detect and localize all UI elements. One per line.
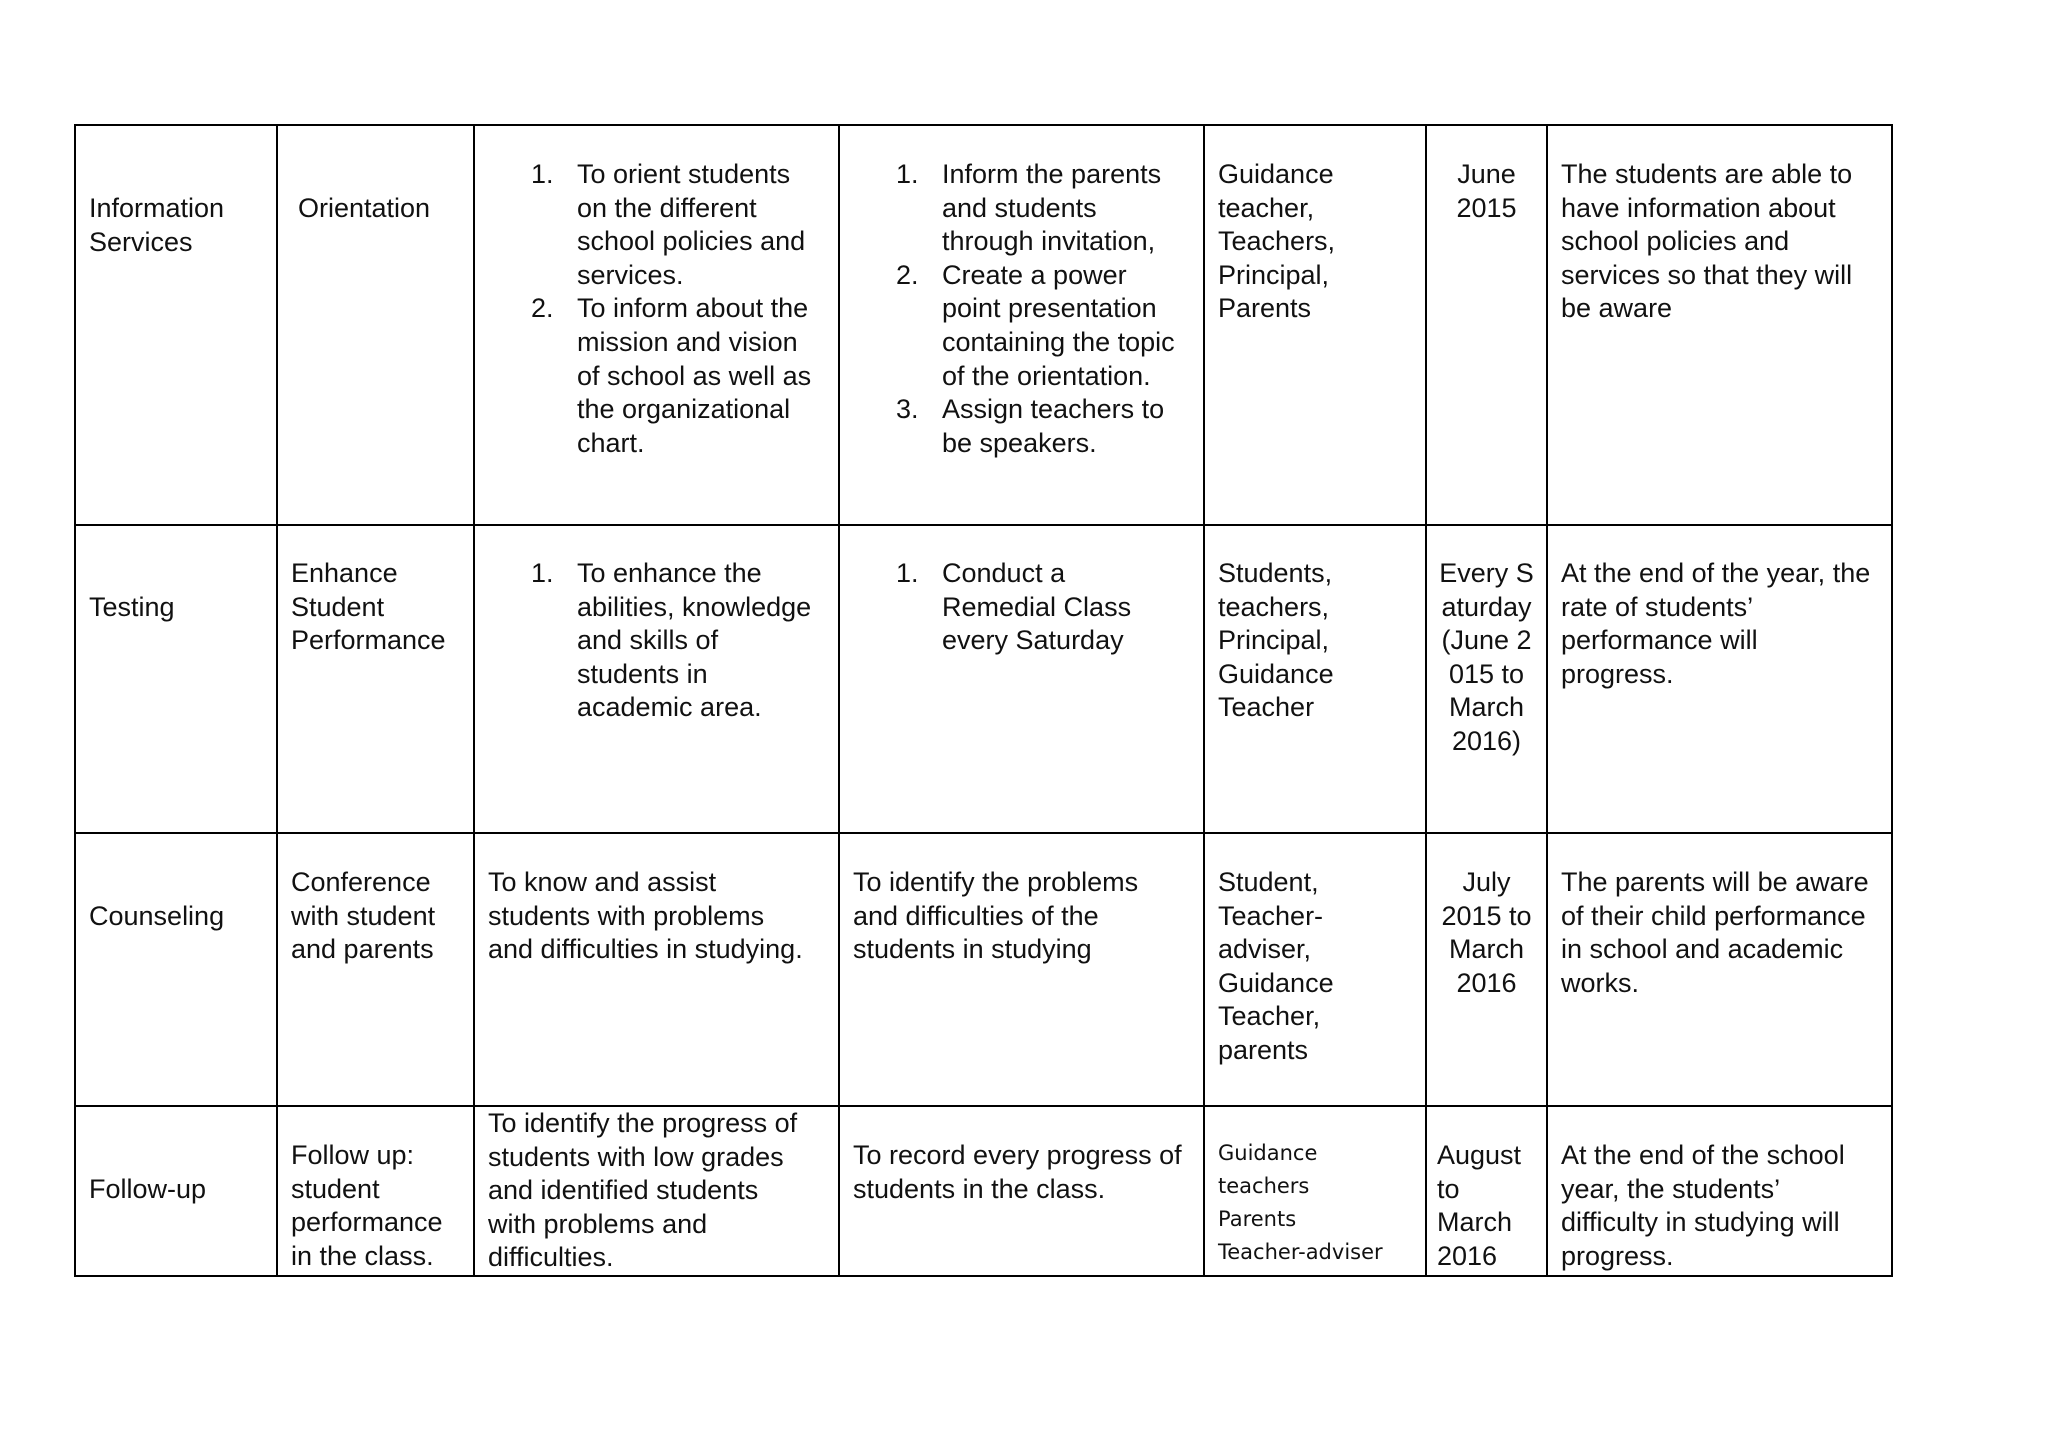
activity-text: Conference with student and parents (291, 867, 436, 965)
time-cell (1426, 525, 1547, 833)
list-item: 1. Inform the parents and students through invitation, (896, 159, 1162, 257)
strategies-cell (839, 125, 1204, 525)
objectives-list (531, 557, 826, 725)
strategies-cell (839, 525, 1204, 833)
activity-cell (277, 125, 474, 525)
objectives-cell (474, 1106, 839, 1276)
table-row (75, 1106, 1892, 1276)
strategies-cell (839, 1106, 1204, 1276)
activity-text: Follow up: student performance in the class. (291, 1140, 443, 1271)
list-item: 3. Assign teachers to be speakers. (896, 394, 1165, 458)
list-item: 1. Conduct a Remedial Class every Saturday (896, 558, 1132, 656)
table-row (75, 525, 1892, 833)
area-cell (75, 833, 277, 1106)
persons-cell (1204, 833, 1426, 1106)
strategies-text: To identify the problems and difficulties of the students in studying (853, 867, 1139, 965)
persons-cell (1204, 125, 1426, 525)
time-cell (1426, 833, 1547, 1106)
time-cell (1426, 1106, 1547, 1276)
objectives-cell (474, 525, 839, 833)
strategies-list (896, 158, 1191, 460)
outcome-cell (1547, 125, 1892, 525)
area-text: Follow-up (89, 1174, 207, 1204)
time-text: July 2015 to March 2016 (1441, 867, 1532, 998)
table-row (75, 833, 1892, 1106)
objectives-cell (474, 833, 839, 1106)
area-text: Testing (89, 592, 175, 622)
outcome-text: The students are able to have information about school policies and services so that they will be aware (1561, 159, 1853, 324)
time-cell (1426, 125, 1547, 525)
persons-text: Students, teachers, Principal, Guidance Teacher (1218, 558, 1334, 723)
outcome-text: The parents will be aware of their child performance in school and academic works. (1561, 867, 1869, 998)
strategies-text: To record every progress of students in the class. (853, 1140, 1182, 1204)
list-item: 2. Create a power point presentation containing the topic of the orientation. (896, 259, 1175, 391)
objectives-text: To know and assist students with problems and difficulties in studying. (488, 867, 803, 965)
objectives-text: To identify the progress of students with low grades and identified students with problems and difficulties. (488, 1108, 798, 1273)
area-text: Counseling (89, 901, 225, 931)
outcome-text: At the end of the school year, the students’ difficulty in studying will progress. (1561, 1140, 1845, 1271)
area-cell (75, 125, 277, 525)
activity-cell (277, 525, 474, 833)
outcome-text: At the end of the year, the rate of students’ performance will progress. (1561, 558, 1871, 689)
activity-text: Orientation (298, 193, 431, 223)
persons-text: Student, Teacher-adviser, Guidance Teacher, parents (1218, 867, 1334, 1065)
time-text: August to March 2016 (1437, 1140, 1522, 1271)
time-text: June 2015 (1456, 159, 1517, 223)
persons-cell (1204, 1106, 1426, 1276)
time-text: Every Saturday (June 2015 to March 2016) (1439, 558, 1534, 756)
activity-text: Enhance Student Performance (291, 558, 446, 656)
activity-cell (277, 833, 474, 1106)
activity-cell (277, 1106, 474, 1276)
outcome-cell (1547, 833, 1892, 1106)
outcome-cell (1547, 1106, 1892, 1276)
list-item: 1. To orient students on the different school policies and services. (531, 159, 806, 290)
strategies-list (896, 557, 1163, 658)
objectives-cell (474, 125, 839, 525)
persons-text: Guidance teachers Parents Teacher-adviser (1218, 1141, 1383, 1264)
outcome-cell (1547, 525, 1892, 833)
area-text: Information Services (89, 193, 225, 257)
strategies-cell (839, 833, 1204, 1106)
list-item: 2. To inform about the mission and vision of school as well as the organizational chart. (531, 293, 812, 458)
list-item: 1. To enhance the abilities, knowledge and skills of students in academic area. (531, 558, 812, 723)
persons-text: Guidance teacher, Teachers, Principal, Parents (1218, 159, 1336, 324)
area-cell (75, 525, 277, 833)
persons-cell (1204, 525, 1426, 833)
area-cell (75, 1106, 277, 1276)
table-row (75, 125, 1892, 525)
objectives-list (531, 158, 826, 460)
program-table (74, 124, 1893, 1277)
